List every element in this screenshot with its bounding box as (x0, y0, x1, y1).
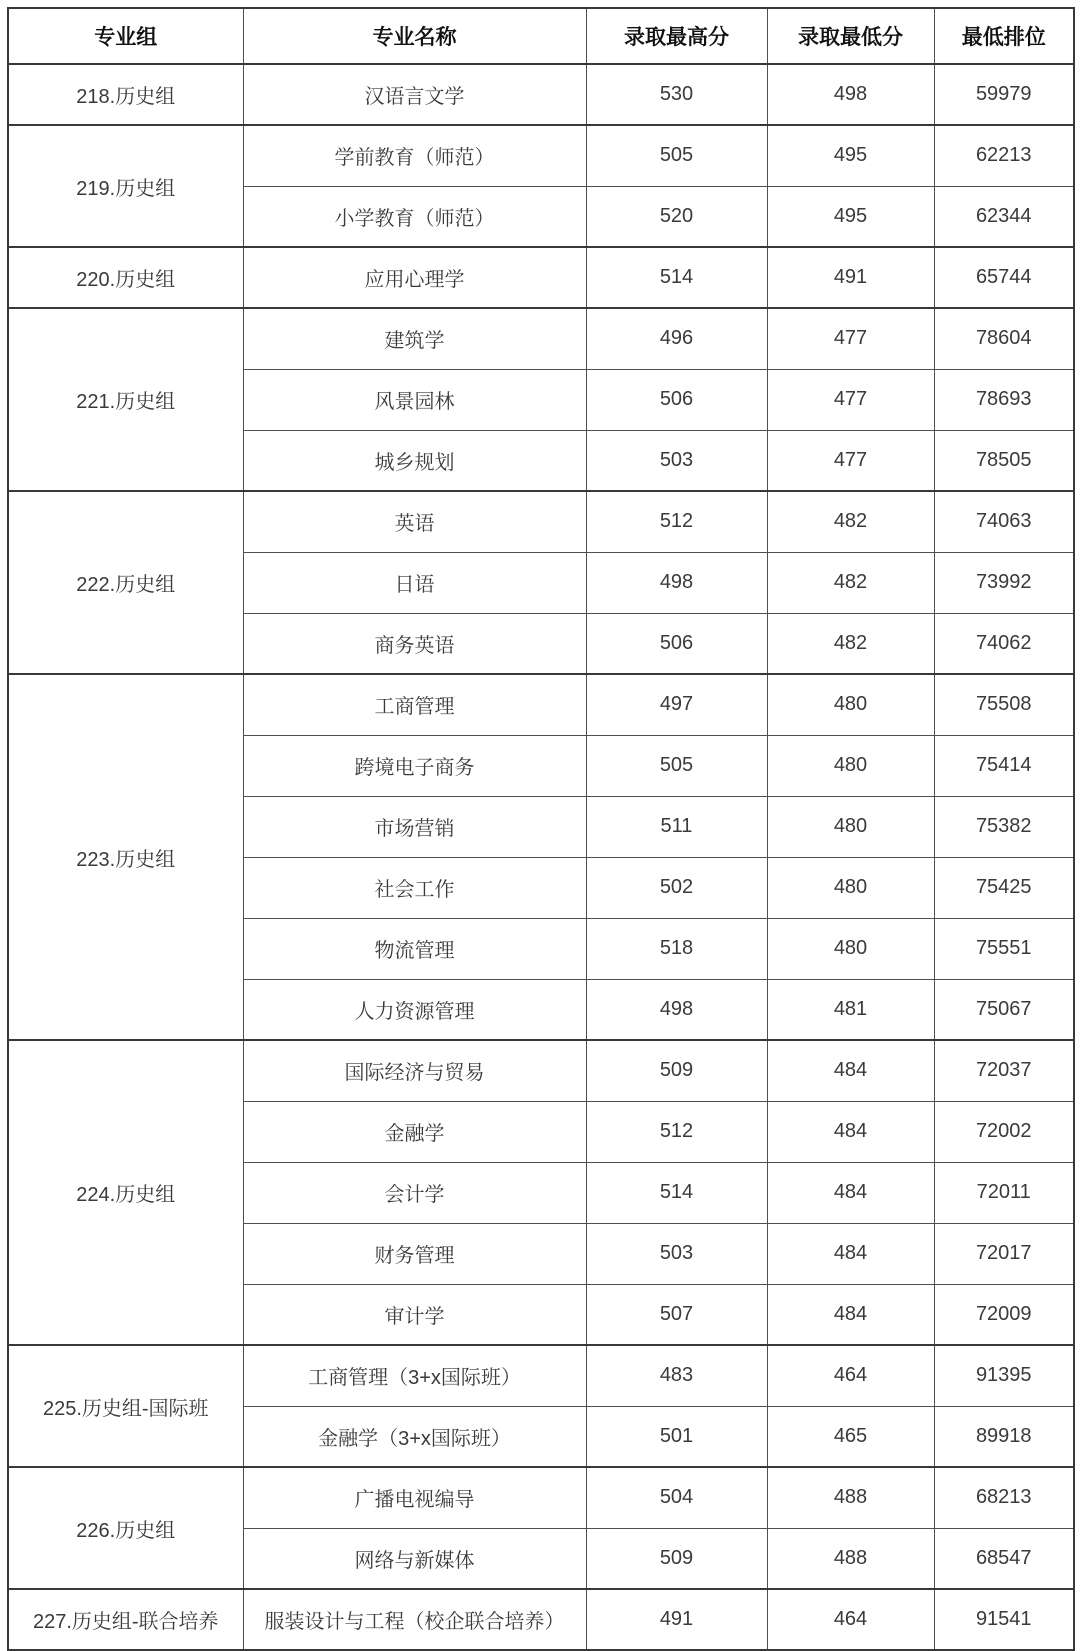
major-name-cell: 服装设计与工程（校企联合培养） (243, 1589, 586, 1650)
table-row (8, 247, 1074, 308)
min-score-cell: 481 (767, 979, 934, 1040)
major-name-cell: 工商管理 (243, 674, 586, 735)
min-rank-cell: 62213 (934, 125, 1074, 186)
col-header-max-score: 录取最高分 (586, 8, 767, 64)
min-rank-cell: 75551 (934, 918, 1074, 979)
min-score-cell: 484 (767, 1223, 934, 1284)
max-score-cell: 514 (586, 247, 767, 308)
major-name-cell: 财务管理 (243, 1223, 586, 1284)
min-rank-cell: 75414 (934, 735, 1074, 796)
major-group-cell: 220.历史组 (8, 247, 243, 308)
major-group-cell: 221.历史组 (8, 308, 243, 491)
min-rank-cell: 75067 (934, 979, 1074, 1040)
max-score-cell: 520 (586, 186, 767, 247)
max-score-cell: 514 (586, 1162, 767, 1223)
major-name-cell: 工商管理（3+x国际班） (243, 1345, 586, 1406)
max-score-cell: 511 (586, 796, 767, 857)
major-name-cell: 金融学 (243, 1101, 586, 1162)
max-score-cell: 496 (586, 308, 767, 369)
min-rank-cell: 72002 (934, 1101, 1074, 1162)
min-score-cell: 488 (767, 1467, 934, 1528)
max-score-cell: 504 (586, 1467, 767, 1528)
header-row (8, 8, 1074, 64)
min-score-cell: 477 (767, 308, 934, 369)
max-score-cell: 509 (586, 1528, 767, 1589)
min-score-cell: 464 (767, 1589, 934, 1650)
min-rank-cell: 72011 (934, 1162, 1074, 1223)
table-row (8, 1467, 1074, 1528)
col-header-min-score: 录取最低分 (767, 8, 934, 64)
major-name-cell: 汉语言文学 (243, 64, 586, 125)
min-rank-cell: 74062 (934, 613, 1074, 674)
major-name-cell: 会计学 (243, 1162, 586, 1223)
major-name-cell: 日语 (243, 552, 586, 613)
min-score-cell: 482 (767, 552, 934, 613)
min-rank-cell: 68213 (934, 1467, 1074, 1528)
max-score-cell: 512 (586, 1101, 767, 1162)
min-rank-cell: 89918 (934, 1406, 1074, 1467)
table-row (8, 491, 1074, 552)
max-score-cell: 530 (586, 64, 767, 125)
max-score-cell: 498 (586, 552, 767, 613)
max-score-cell: 506 (586, 613, 767, 674)
major-group-cell: 223.历史组 (8, 674, 243, 1040)
major-group-cell: 227.历史组-联合培养 (8, 1589, 243, 1650)
table-row (8, 674, 1074, 735)
min-rank-cell: 68547 (934, 1528, 1074, 1589)
major-name-cell: 广播电视编导 (243, 1467, 586, 1528)
min-rank-cell: 78693 (934, 369, 1074, 430)
min-score-cell: 480 (767, 735, 934, 796)
max-score-cell: 483 (586, 1345, 767, 1406)
min-rank-cell: 75382 (934, 796, 1074, 857)
max-score-cell: 491 (586, 1589, 767, 1650)
major-name-cell: 商务英语 (243, 613, 586, 674)
min-rank-cell: 78505 (934, 430, 1074, 491)
major-name-cell: 审计学 (243, 1284, 586, 1345)
max-score-cell: 501 (586, 1406, 767, 1467)
max-score-cell: 518 (586, 918, 767, 979)
min-rank-cell: 91395 (934, 1345, 1074, 1406)
min-score-cell: 480 (767, 857, 934, 918)
major-name-cell: 社会工作 (243, 857, 586, 918)
col-header-major-group: 专业组 (8, 8, 243, 64)
min-rank-cell: 72017 (934, 1223, 1074, 1284)
min-rank-cell: 73992 (934, 552, 1074, 613)
major-name-cell: 人力资源管理 (243, 979, 586, 1040)
min-rank-cell: 75425 (934, 857, 1074, 918)
major-name-cell: 应用心理学 (243, 247, 586, 308)
max-score-cell: 503 (586, 430, 767, 491)
min-score-cell: 482 (767, 491, 934, 552)
table-body (8, 64, 1074, 1650)
max-score-cell: 497 (586, 674, 767, 735)
min-rank-cell: 72037 (934, 1040, 1074, 1101)
min-score-cell: 480 (767, 796, 934, 857)
major-group-cell: 219.历史组 (8, 125, 243, 247)
major-name-cell: 城乡规划 (243, 430, 586, 491)
max-score-cell: 502 (586, 857, 767, 918)
max-score-cell: 498 (586, 979, 767, 1040)
min-rank-cell: 91541 (934, 1589, 1074, 1650)
major-name-cell: 市场营销 (243, 796, 586, 857)
min-rank-cell: 78604 (934, 308, 1074, 369)
min-rank-cell: 72009 (934, 1284, 1074, 1345)
major-name-cell: 英语 (243, 491, 586, 552)
min-score-cell: 477 (767, 369, 934, 430)
min-rank-cell: 59979 (934, 64, 1074, 125)
max-score-cell: 509 (586, 1040, 767, 1101)
table-row (8, 1345, 1074, 1406)
table-row (8, 125, 1074, 186)
major-name-cell: 风景园林 (243, 369, 586, 430)
min-score-cell: 498 (767, 64, 934, 125)
min-rank-cell: 75508 (934, 674, 1074, 735)
min-rank-cell: 62344 (934, 186, 1074, 247)
min-score-cell: 477 (767, 430, 934, 491)
major-name-cell: 物流管理 (243, 918, 586, 979)
col-header-major-name: 专业名称 (243, 8, 586, 64)
max-score-cell: 505 (586, 125, 767, 186)
max-score-cell: 503 (586, 1223, 767, 1284)
major-group-cell: 224.历史组 (8, 1040, 243, 1345)
major-name-cell: 国际经济与贸易 (243, 1040, 586, 1101)
min-rank-cell: 74063 (934, 491, 1074, 552)
major-name-cell: 学前教育（师范） (243, 125, 586, 186)
table-row (8, 64, 1074, 125)
col-header-min-rank: 最低排位 (934, 8, 1074, 64)
min-score-cell: 484 (767, 1284, 934, 1345)
major-group-cell: 225.历史组-国际班 (8, 1345, 243, 1467)
table-header (8, 8, 1074, 64)
table-row (8, 308, 1074, 369)
min-score-cell: 464 (767, 1345, 934, 1406)
min-score-cell: 488 (767, 1528, 934, 1589)
min-score-cell: 480 (767, 674, 934, 735)
max-score-cell: 505 (586, 735, 767, 796)
major-name-cell: 网络与新媒体 (243, 1528, 586, 1589)
max-score-cell: 507 (586, 1284, 767, 1345)
table-row (8, 1589, 1074, 1650)
min-score-cell: 484 (767, 1101, 934, 1162)
min-rank-cell: 65744 (934, 247, 1074, 308)
major-group-cell: 222.历史组 (8, 491, 243, 674)
min-score-cell: 484 (767, 1162, 934, 1223)
major-group-cell: 218.历史组 (8, 64, 243, 125)
min-score-cell: 465 (767, 1406, 934, 1467)
min-score-cell: 484 (767, 1040, 934, 1101)
admission-score-table (7, 7, 1075, 1651)
table-row (8, 1040, 1074, 1101)
major-name-cell: 跨境电子商务 (243, 735, 586, 796)
min-score-cell: 491 (767, 247, 934, 308)
major-name-cell: 金融学（3+x国际班） (243, 1406, 586, 1467)
major-group-cell: 226.历史组 (8, 1467, 243, 1589)
major-name-cell: 建筑学 (243, 308, 586, 369)
min-score-cell: 495 (767, 125, 934, 186)
max-score-cell: 506 (586, 369, 767, 430)
min-score-cell: 480 (767, 918, 934, 979)
min-score-cell: 482 (767, 613, 934, 674)
major-name-cell: 小学教育（师范） (243, 186, 586, 247)
max-score-cell: 512 (586, 491, 767, 552)
min-score-cell: 495 (767, 186, 934, 247)
